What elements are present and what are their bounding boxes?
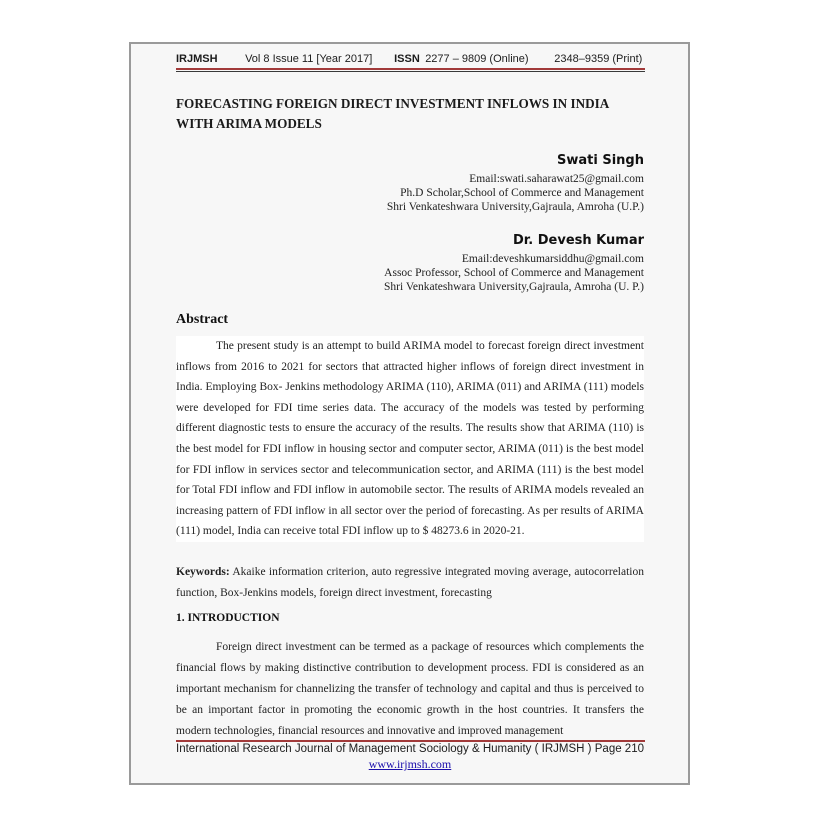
author-email: Email:swati.saharawat25@gmail.com	[469, 173, 644, 185]
page-number: Page 210	[594, 743, 644, 755]
keywords-text: Akaike information criterion, auto regressive integrated moving average, autocorrelation function, Box-Jenkins models, foreign direct investment, forecasting	[176, 566, 644, 599]
keywords-label: Keywords:	[176, 566, 230, 578]
author-block-1	[314, 152, 644, 214]
author-name: Dr. Devesh Kumar	[512, 233, 644, 248]
author-position: Assoc Professor, School of Commerce and Management	[384, 267, 644, 279]
paper-title: FORECASTING FOREIGN DIRECT INVESTMENT INFLOWS IN INDIA WITH ARIMA MODELS	[176, 96, 609, 131]
author-position: Ph.D Scholar,School of Commerce and Management	[400, 187, 644, 199]
introduction-text: Foreign direct investment can be termed as a package of resources which complements the financial flows by making distinctive contribution to development process. FDI is considered as an important mechanism for channelizing the transfer of technology and capital and thus is perceived to be an important factor in promoting the economic growth in the host countries. It transfers the modern technologies, financial resources and innovative and improved management	[176, 641, 644, 737]
abstract-text: The present study is an attempt to build ARIMA model to forecast foreign direct investment inflows from 2016 to 2021 for sectors that attracted higher inflows of foreign direct investment in India. Employing Box- Jenkins methodology ARIMA (110), ARIMA (011) and ARIMA (111) models were developed for FDI time series data. The accuracy of the models was tested by performing different diagnostic tests to ensure the accuracy of the results. The results show that ARIMA (110) is the best model for FDI inflow in housing sector and computer sector, ARIMA (011) is the best model for FDI inflow in services sector and telecommunication sector, and ARIMA (111) is the best model for Total FDI inflow and FDI inflow in automobile sector. The results of ARIMA models revealed an increasing pattern of FDI inflow in all sector over the period of forecasting. As per results of ARIMA (111) model, India can receive total FDI inflow up to $ 48273.6 in 2020-21.	[176, 336, 644, 542]
footer-rule-red	[176, 740, 645, 742]
header-rule-dark	[176, 71, 645, 72]
footer-journal-name: International Research Journal of Management Sociology & Humanity ( IRJMSH )	[176, 743, 592, 755]
journal-abbrev: IRJMSH	[176, 53, 218, 65]
header-rule-red	[176, 68, 645, 70]
issn-online: 2277 – 9809 (Online)	[425, 53, 529, 65]
issn-print: 2348–9359 (Print)	[554, 53, 643, 65]
abstract-heading: Abstract	[176, 312, 229, 327]
journal-website-link[interactable]: www.irjmsh.com	[368, 757, 452, 771]
issn-label: ISSN	[394, 53, 420, 65]
journal-header	[176, 53, 644, 65]
volume-info: Vol 8 Issue 11 [Year 2017]	[245, 53, 373, 65]
author-email: Email:deveshkumarsiddhu@gmail.com	[461, 253, 644, 265]
page-footer	[176, 743, 644, 772]
author-affiliation: Shri Venkateshwara University,Gajraula, Amroha (U.P.)	[386, 201, 644, 213]
introduction-heading: 1. INTRODUCTION	[176, 612, 280, 624]
author-block-2	[314, 232, 644, 294]
author-affiliation: Shri Venkateshwara University,Gajraula, Amroha (U. P.)	[384, 281, 644, 293]
author-name: Swati Singh	[557, 153, 644, 168]
keywords-paragraph	[176, 562, 644, 604]
